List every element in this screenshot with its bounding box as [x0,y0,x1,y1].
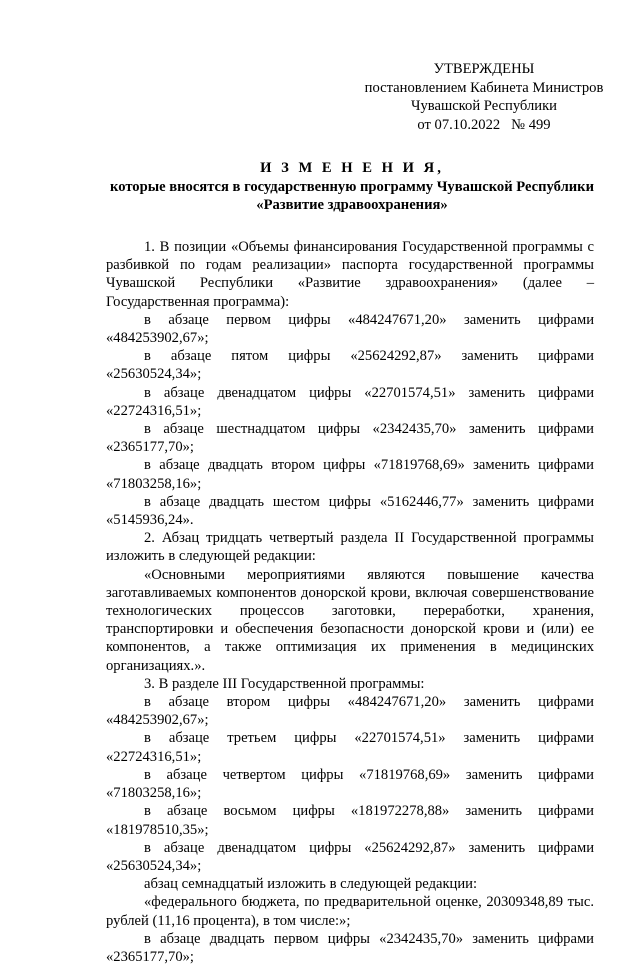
paragraph-amendment: в абзаце двадцать первом цифры «2342435,70» заменить цифрами «2365177,70»; [106,930,594,965]
heading-line-2: «Развитие здравоохранения» [256,197,448,213]
approval-date-number: от 07.10.2022 № 499 [417,116,551,133]
paragraph-amendment: в абзаце пятом цифры «25624292,87» заменить цифрами «25630524,34»; [106,348,594,383]
paragraph-amendment: абзац семнадцатый изложить в следующей редакции: [144,876,478,893]
approval-line-2: Чувашской Республики [411,98,557,114]
paragraph-amendment: в абзаце восьмом цифры «181972278,88» заменить цифрами «181978510,35»; [106,803,594,838]
approval-title: УТВЕРЖДЕНЫ [433,61,535,77]
paragraph-amendment: в абзаце двадцать шестом цифры «5162446,77» заменить цифрами «5145936,24». [106,493,594,529]
paragraph-amendment: в абзаце двадцать втором цифры «71819768,69» заменить цифрами «71803258,16»; [106,457,594,492]
paragraph-item-1: 1. В позиции «Объемы финансирования Государственной программы с разбивкой по годам реализации» паспорта государственной программы Чувашской Республики «Развитие здравоохранения» (далее – Государственная программа): [106,239,594,310]
document-heading [60,159,640,215]
paragraph-quote: «федерального бюджета, по предварительной оценке, 20309348,89 тыс. рублей (11,16 процента), в том числе:»; [106,894,594,929]
paragraph-amendment: в абзаце первом цифры «484247671,20» заменить цифрами «484253902,67»; [106,311,594,347]
approval-block [364,60,604,134]
paragraph-item-2: 2. Абзац тридцать четвертый раздела II Государственной программы изложить в следующей редакции: [106,530,594,565]
approval-line-1: постановлением Кабинета Министров [364,79,604,96]
heading-title: И З М Е Н Е Н И Я, [260,160,444,176]
paragraph-amendment: в абзаце втором цифры «484247671,20» заменить цифрами «484253902,67»; [106,694,594,729]
heading-line-1: которые вносятся в государственную программу Чувашской Республики [110,178,594,195]
paragraph-item-3: 3. В разделе III Государственной программы: [144,675,425,692]
paragraph-amendment: в абзаце двенадцатом цифры «22701574,51» заменить цифрами «22724316,51»; [106,384,594,419]
paragraph-amendment: в абзаце четвертом цифры «71819768,69» заменить цифрами «71803258,16»; [106,766,594,802]
paragraph-quote: «Основными мероприятиями являются повышение качества заготавливаемых компонентов донорской крови, включая совершенствование технологических процессов заготовки, переработки, хранения, транспортировки и обеспечения безопасности донорской крови и (или) ее компонентов, а также оптимизация их применения в медицинских организациях.». [106,566,594,674]
paragraph-amendment: в абзаце двенадцатом цифры «25624292,87» заменить цифрами «25630524,34»; [106,839,594,874]
paragraph-amendment: в абзаце шестнадцатом цифры «2342435,70» заменить цифрами «2365177,70»; [106,421,594,456]
paragraph-amendment: в абзаце третьем цифры «22701574,51» заменить цифрами «22724316,51»; [106,730,594,765]
document-body [106,238,594,966]
